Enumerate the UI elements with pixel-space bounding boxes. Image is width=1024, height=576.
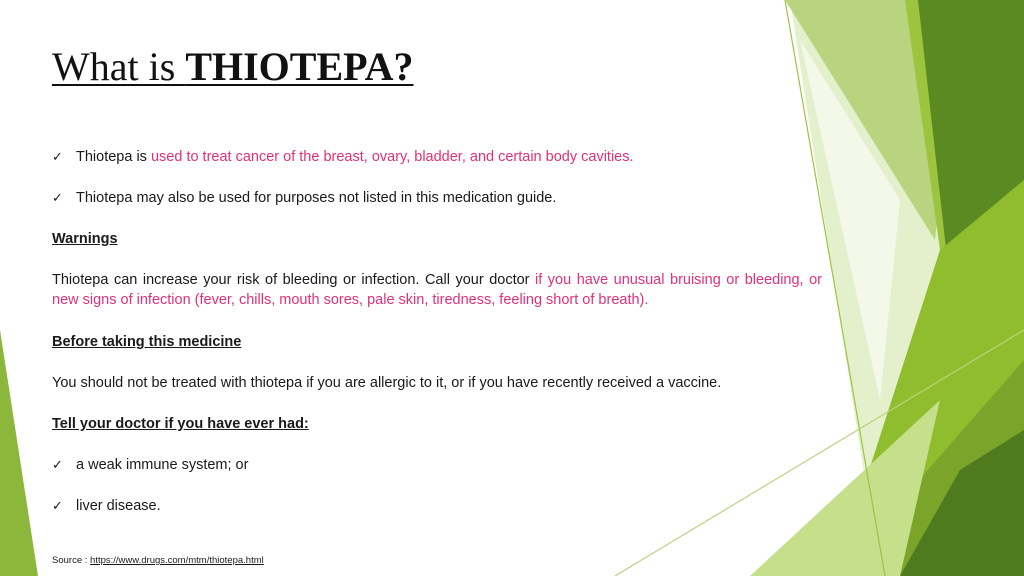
left-edge-triangle [0,330,38,576]
bullet-item: ✓ Thiotepa is used to treat cancer of the breast, ovary, bladder, and certain body cavities. [52,147,634,168]
condition-item: ✓ liver disease. [52,496,161,517]
source-label: Source : [52,555,91,566]
source-note [52,555,264,566]
before-taking-heading: Before taking this medicine [52,334,242,350]
warnings-heading: Warnings [52,231,118,247]
before-taking-paragraph: You should not be treated with thiotepa if you are allergic to it, or if you have recently received a vaccine. [52,375,722,391]
content-body [52,0,822,576]
bullet-item: ✓ Thiotepa may also be used for purposes not listed in this medication guide. [52,188,556,209]
checkmark-icon: ✓ [52,499,63,514]
checkmark-icon: ✓ [52,191,63,206]
warnings-paragraph: Thiotepa can increase your risk of bleeding or infection. Call your doctor if you have unusual bruising or bleeding, or new signs of infection (fever, chills, mouth sores, pale skin, tiredness, feeling short of breath). [52,272,822,308]
checkmark-icon: ✓ [52,458,63,473]
source-link[interactable]: https://www.drugs.com/mtm/thiotepa.html [90,555,264,566]
tell-doctor-heading: Tell your doctor if you have ever had: [52,416,309,432]
page-title: What is THIOTEPA? [52,44,414,89]
condition-item: ✓ a weak immune system; or [52,455,248,476]
checkmark-icon: ✓ [52,150,63,165]
